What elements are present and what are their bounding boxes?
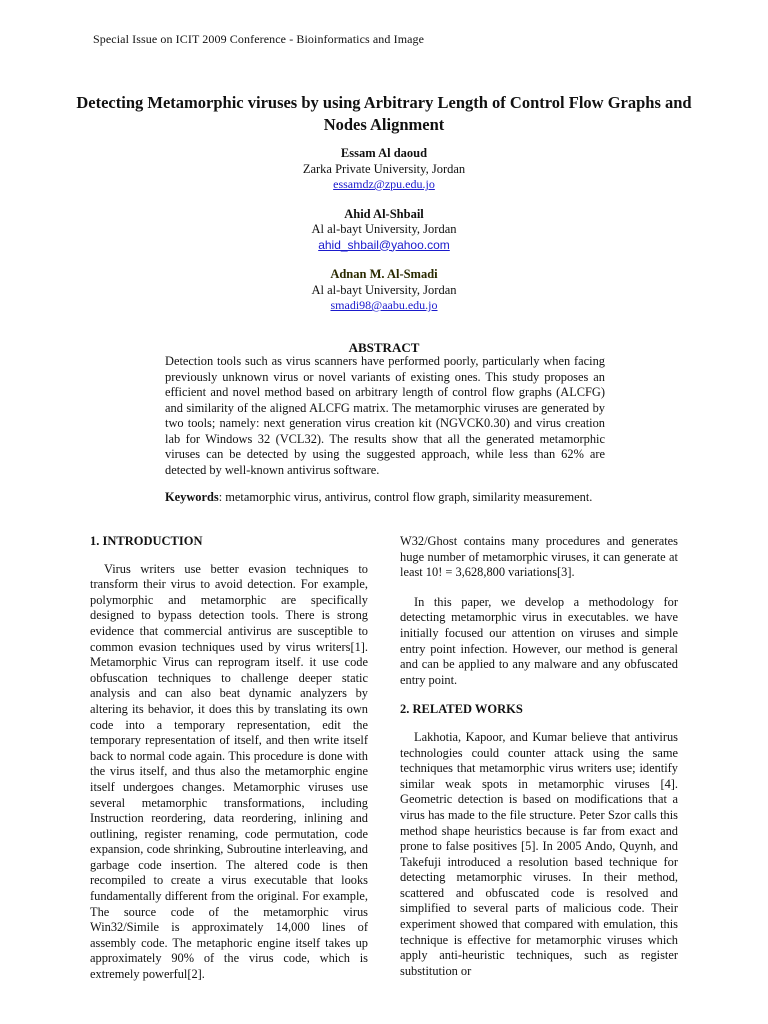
author-2 [0,207,768,254]
author-1 [0,146,768,193]
author-block [0,146,768,314]
paper-title: Detecting Metamorphic viruses by using Arbitrary Length of Control Flow Graphs and Nodes Alignment [76,93,692,134]
author-affiliation: Al al-bayt University, Jordan [311,222,457,236]
running-head: Special Issue on ICIT 2009 Conference - Bioinformatics and Image [93,32,425,46]
related-works-paragraph: Lakhotia, Kapoor, and Kumar believe that antivirus technologies could counter attack using the same techniques that metamorphic virus writers use; identify similar weak spots in metamorphic viruses [4]. Geometric detection is based on modifications that a virus has made to the file structure. Peter Szor calls this method shape heuristics because is far from exact and prone to false positives [5]. In 2005 Ando, Quynh, and Takefuji introduced a resolution based technique for detecting metamorphic viruses. In their method, scattered and obfuscated code is resolved and simplified to several parts of malicious code. Their experiment showed that compared with emulation, this technique is effective for metamorphic viruses which apply anti-heuristic techniques, such as register substitution or [400,729,678,978]
right-column [400,534,678,993]
author-email-link[interactable]: ahid_shbail@yahoo.com [318,237,450,252]
abstract-text: Detection tools such as virus scanners have performed poorly, particularly when facing previously unknown virus or novel variants of existing ones. This study proposes an efficient and novel method based on arbitrary length of control flow graphs (ALCFG) and similarity of the aligned ALCFG matrix. The metamorphic viruses are generated by two tools; namely: next generation virus creation kit (NGVCK0.30) and virus creation lab for Windows 32 (VCL32). The results show that all the generated metamorphic viruses can be detected by using the suggested approach, while less than 62% are detected by well-known antivirus software. [165,354,605,477]
section-heading-introduction: 1. INTRODUCTION [90,534,203,548]
introduction-paragraph: Virus writers use better evasion techniques to transform their virus to avoid detection. For example, polymorphic and metamorphic are specifically designed to bypass detection tools. There is strong evidence that commercial antivirus are susceptible to common evasion techniques used by virus writers[1]. Metamorphic Virus can reprogram itself. it use code obfuscation techniques to challenge deeper static analysis and can also beat dynamic analyzers by altering its behavior, it does this by translating its own code into a temporary representation, edit the temporary representation of itself, and then write itself back to normal code again. This procedure is done with the virus itself, and thus also the metamorphic engine itself undergoes changes. Metamorphic viruses use several metamorphic transformations, including Instruction reordering, data reordering, inlining and outlining, register renaming, code permutation, code expansion, code shrinking, Subroutine interleaving, and garbage code insertion. The altered code is then recompiled to create a virus executable that looks fundamentally different from the original. For example, The source code of the metamorphic virus Win32/Simile is approximately 14,000 lines of assembly code. The metaphoric engine itself takes up approximately 90% of the virus code, which is extremely powerful[2]. [90,561,368,982]
author-affiliation: Al al-bayt University, Jordan [311,282,457,297]
author-name: Essam Al daoud [340,146,428,160]
methodology-paragraph: In this paper, we develop a methodology for detecting metamorphic virus in executables. we have initially focused our attention on viruses and simple entry point infection. However, our method is general and can be applied to any malware and any obfuscated entry point. [400,594,678,687]
continuation-paragraph: W32/Ghost contains many procedures and generates huge number of metamorphic viruses, it can generate at least 10! = 3,628,800 variations[3]. [400,534,678,580]
keywords [165,490,605,506]
left-column [90,534,368,997]
section-heading-related-works: 2. RELATED WORKS [400,702,523,717]
author-3 [0,267,768,314]
author-email-link[interactable]: essamdz@zpu.edu.jo [333,177,435,191]
author-email-link[interactable]: smadi98@aabu.edu.jo [330,298,438,312]
abstract-heading: ABSTRACT [348,340,420,355]
keywords-text: : metamorphic virus, antivirus, control flow graph, similarity measurement. [218,490,593,504]
keywords-label: Keywords [165,490,219,504]
author-affiliation: Zarka Private University, Jordan [302,161,466,176]
author-name: Ahid Al-Shbail [344,206,424,221]
author-name: Adnan M. Al-Smadi [330,267,438,281]
